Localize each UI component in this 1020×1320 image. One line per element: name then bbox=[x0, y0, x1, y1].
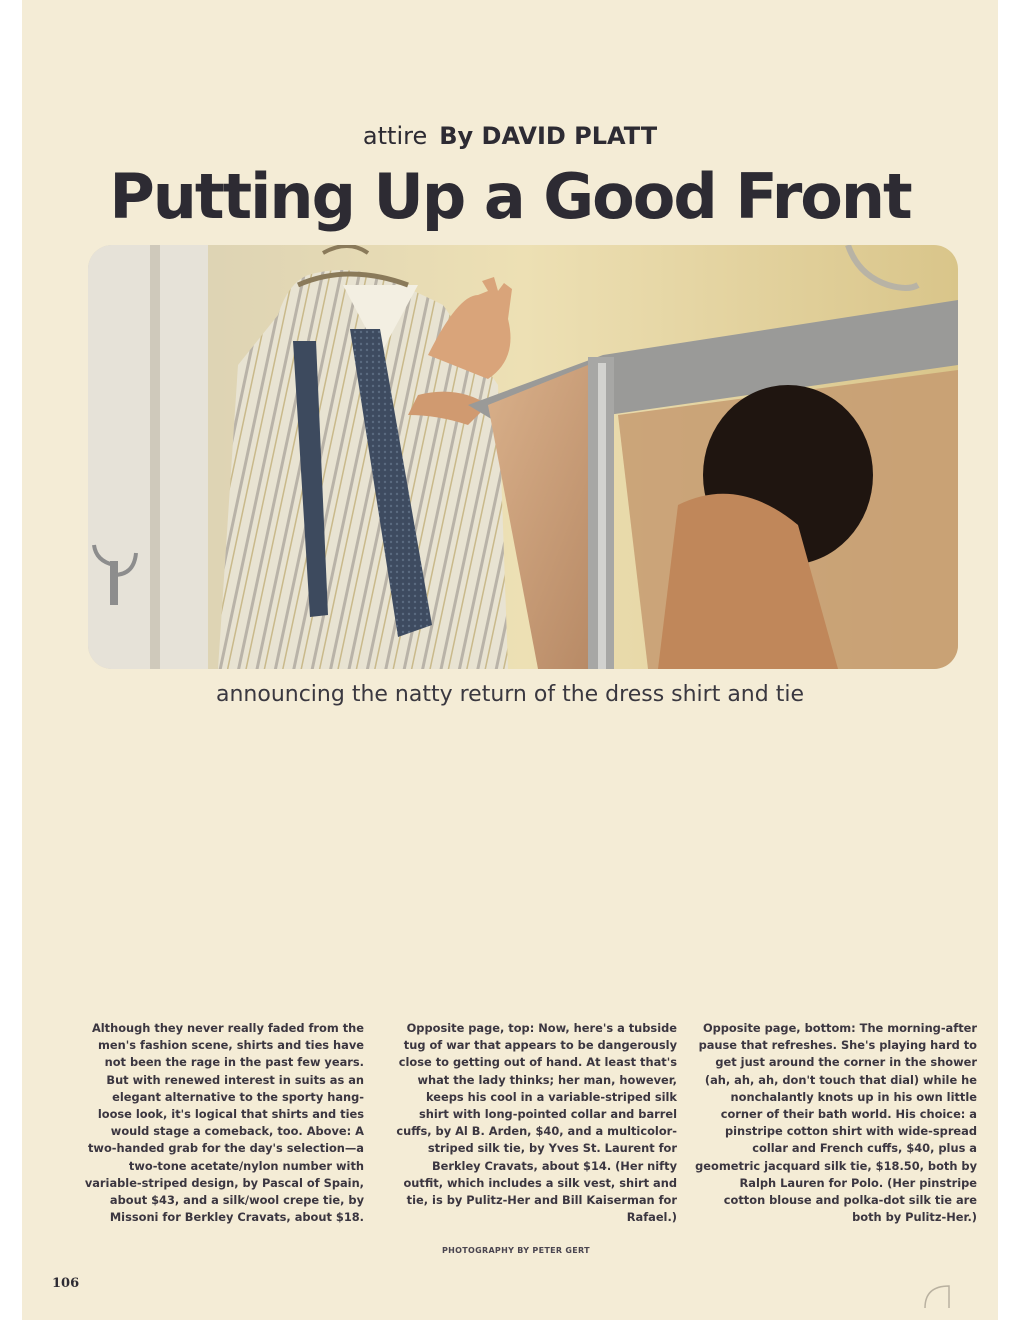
page-number: 106 bbox=[52, 1276, 80, 1291]
page-title: Putting Up a Good Front bbox=[109, 160, 911, 233]
body-column-2 bbox=[395, 1020, 677, 1226]
subtitle: announcing the natty return of the dress shirt and tie bbox=[216, 682, 804, 707]
body-column-1 bbox=[82, 1020, 364, 1226]
photo-credit: PHOTOGRAPHY BY PETER GERT bbox=[442, 1246, 590, 1255]
byline: By DAVID PLATT bbox=[439, 122, 658, 150]
corner-mark-icon bbox=[922, 1282, 952, 1312]
photo-shirt-tie-shower bbox=[88, 245, 958, 669]
magazine-page bbox=[22, 0, 998, 1320]
column-1-text: Although they never really faded from the men's fashion scene, shirts and ties have not been the rage in the past few years. But with renewed interest in suits as an elegant alternative to the sporty hang-loose look, it's logical that shirts and ties would stage a comeback, too. Above: A two-handed grab for the day's selection—a two-tone acetate/nylon number with variable-striped design, by Pascal of Spain, about $43, and a silk/wool crepe tie, by Missoni for Berkley Cravats, about $18. bbox=[84, 1021, 364, 1225]
header-kicker bbox=[22, 122, 998, 150]
column-3-text: Opposite page, bottom: The morning-after pause that refreshes. She's playing hard to get just around the corner in the shower (ah, ah, ah, don't touch that dial) while he nonchalantly knots up in his own little corner of their bath world. His choice: a pinstripe cotton shirt with wide-spread collar and French cuffs, $40, plus a geometric jacquard silk tie, $18.50, both by Ralph Lauren for Polo. (Her pinstripe cotton blouse and polka-dot silk tie are both by Pulitz-Her.) bbox=[695, 1021, 977, 1225]
section-label: attire bbox=[362, 122, 428, 150]
column-2-text: Opposite page, top: Now, here's a tubside tug of war that appears to be dangerously close to getting out of hand. At least that's what the lady thinks; her man, however, keeps his cool in a variable-striped silk shirt with long-pointed collar and barrel cuffs, by Al B. Arden, $40, and a multicolor-striped silk tie, by Yves St. Laurent for Berkley Cravats, about $14. (Her nifty outfit, which includes a silk vest, shirt and tie, is by Pulitz-Her and Bill Kaiserman for Rafael.) bbox=[396, 1021, 677, 1225]
body-column-3 bbox=[695, 1020, 977, 1226]
